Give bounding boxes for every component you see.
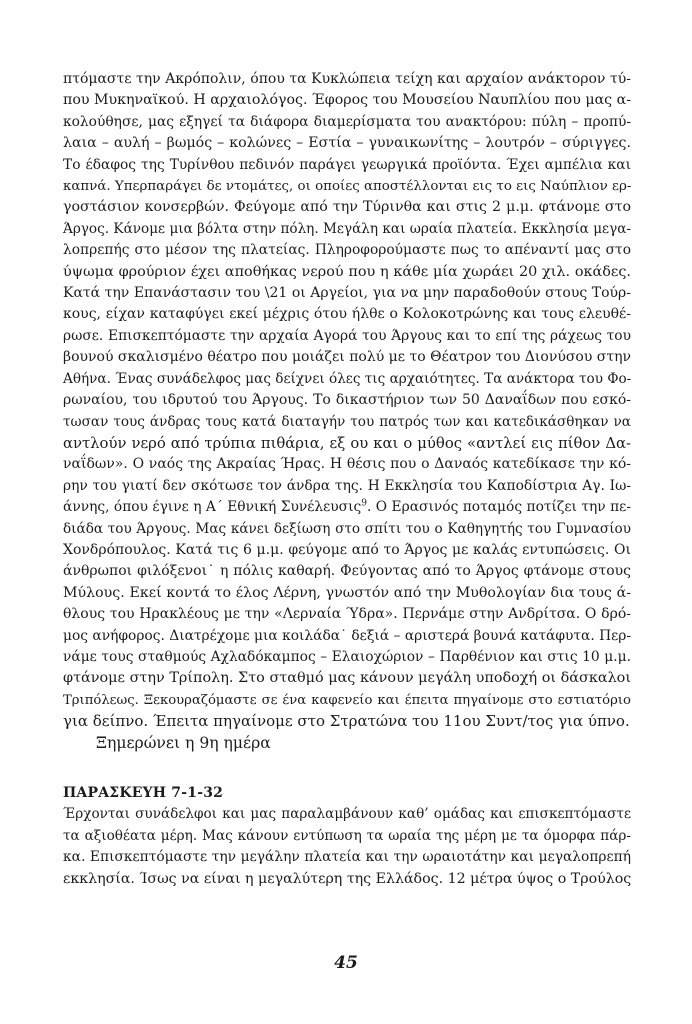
text-line: λαια – αυλή – βωμός – κολώνες – Εστία – γυναικωνίτης – λουτρόν – σύριγγες. [63, 135, 631, 152]
text-line: Το έδαφος της Τυρίνθου πεδινόν παράγει γεωργικά προϊόντα. Έχει αμπέλια και [63, 156, 631, 173]
text-line: εκκλησία. Ίσως να είναι η μεγαλύτερη της Ελλάδος. 12 μέτρα ύψος ο Τρούλος [63, 870, 632, 887]
text-line: ρωσε. Επισκεπτόμαστε την αρχαία Αγορά του Άργους και το επί της ράχεως του [63, 327, 631, 344]
text-line: Άργος. Κάνομε μια βόλτα στην πόλη. Μεγάλη και ωραία πλατεία. Εκκλησία μεγα- [63, 220, 631, 237]
text-line: κολούθησε, μας εξηγεί τα διάφορα διαμερίσματα του ανακτόρου: πύλη – προπύ- [63, 113, 631, 130]
text-line: θλους του Ηρακλέους με την «Λερναία Ύδρα». Περνάμε στην Ανδρίτσα. Ο δρό- [63, 606, 631, 623]
text-line: για δείπνο. Έπειτα πηγαίνομε στο Στρατώνα του 11ου Συντ/τος για ύπνο. [63, 712, 630, 731]
text-line: νάμε τους σταθμούς Αχλαδόκαμπος – Ελαιοχώριον – Παρθένιον και στις 10 μ.μ. [63, 648, 631, 665]
text-line: τωσαν τους άνδρας τους κατά διαταγήν του πατρός των και κατεδικάσθηκαν να [63, 413, 631, 430]
text-line: διάδα του Άργους. Μας κάνει δεξίωση στο σπίτι του ο Καθηγητής του Γυμνασίου [63, 520, 631, 537]
text-line: καπνά. Υπερπαράγει δε ντομάτες, οι οποίες αποστέλλονται εις το εις Ναύπλιον ερ- [63, 179, 632, 195]
text-line [63, 497, 631, 518]
text-line: μος ανήφορος. Διατρέχομε μια κοιλάδα˙ δεξιά – αριστερά βουνά κατάφυτα. Περ- [63, 627, 632, 644]
text-segment: άννης, όπου έγινε η Α΄ Εθνική Συνέλευσις [63, 499, 362, 516]
text-line: ναΐδων». Ο ναός της Ακραίας Ήρας. Η θέσις που ο Δαναός κατεδίκασε την κό- [63, 456, 631, 473]
text-line: Χονδρόπουλος. Κατά τις 6 μ.μ. φεύγομε από το Άργος με καλάς εντυπώσεις. Οι [63, 541, 631, 558]
paragraph-2 [63, 804, 631, 890]
text-line: πτόμαστε την Ακρόπολιν, όπου τα Κυκλώπεια τείχη και αρχαίον ανάκτορον τύ- [63, 71, 631, 87]
text-line: Αθήνα. Ένας συνάδελφος μας δείχνει όλες τις αρχαιότητες. Τα ανάκτορα του Φο- [63, 370, 632, 387]
page-number: 45 [334, 953, 358, 973]
text-line: τα αξιοθέατα μέρη. Μας κάνουν εντύπωση τα ωραία της μέρη με τα όμορφα πάρ- [63, 827, 631, 844]
footnote-marker[interactable]: 9 [361, 498, 367, 509]
text-line: λοπρεπής στο μέσον της πλατείας. Πληροφορούμαστε πως το απέναντί μας στο [63, 242, 631, 259]
text-line: βουνού σκαλισμένο θέατρο που μοιάζει πολύ με το Θέατρον του Διονύσου στην [63, 349, 631, 366]
text-line: αντλούν νερό από τρύπια πιθάρια, εξ ου και ο μύθος «αντλεί εις πίθον Δα- [63, 434, 631, 452]
text-line: γοστάσιον κονσερβών. Φεύγομε από την Τύρινθα και στις 2 μ.μ. φτάνομε στο [63, 199, 631, 216]
section-heading: ΠΑΡΑΣΚΕΥΗ 7-1-32 [63, 785, 224, 801]
main-text [63, 69, 631, 890]
text-line: φτάνομε στην Τρίπολη. Στο σταθμό μας κάνουν μεγάλη υποδοχή οι δάσκαλοι [63, 670, 631, 687]
text-line: ρωναίου, του ιδρυτού του Άργους. Το δικαστήριον των 50 Δαναΐδων που εσκό- [63, 392, 631, 409]
paragraph-1 [63, 69, 631, 754]
text-line: ύψωμα φρούριον έχει αποθήκας νερού που η κάθε μία χωράει 20 χιλ. οκάδες. [63, 263, 631, 280]
closing-line: Ξημερώνει η 9η ημέρα [96, 733, 271, 752]
text-line: άνθρωποι φιλόξενοι˙ η πόλις καθαρή. Φεύγοντας από το Άργος φτάνομε στους [63, 563, 631, 580]
text-line: Μύλους. Εκεί κοντά το έλος Λέρνη, γνωστόν από την Μυθολογίαν δια τους ά- [63, 584, 631, 601]
text-line: κους, είχαν καταφύγει εκεί μέχρις ότου ήλθε ο Κολοκοτρώνης και τους ελευθέ- [63, 306, 631, 323]
text-line: ρην του γιατί δεν σκότωσε τον άνδρα της. Η Εκκλησία του Καποδίστρια Αγ. Ιω- [63, 477, 631, 494]
text-line: που Μυκηναϊκού. Η αρχαιολόγος. Έφορος του Μουσείου Ναυπλίου που μας α- [63, 92, 631, 109]
text-segment: . Ο Ερασινός ποταμός ποτίζει την πε- [366, 499, 631, 516]
text-line: Έρχονται συνάδελφοι και μας παραλαμβάνουν καθ’ ομάδας και επισκεπτόμαστε [63, 806, 631, 823]
text-line: κα. Επισκεπτόμαστε την μεγάλην πλατεία και την ωραιοτάτην και μεγαλοπρεπή [63, 849, 631, 866]
text-line: Τριπόλεως. Ξεκουραζόμαστε σε ένα καφενείο και έπειτα πηγαίνομε στο εστιατόριο [63, 692, 631, 708]
text-line: Κατά την Επανάστασιν του \21 οι Αργείοι, για να μην παραδοθούν στους Τούρ- [63, 285, 631, 302]
